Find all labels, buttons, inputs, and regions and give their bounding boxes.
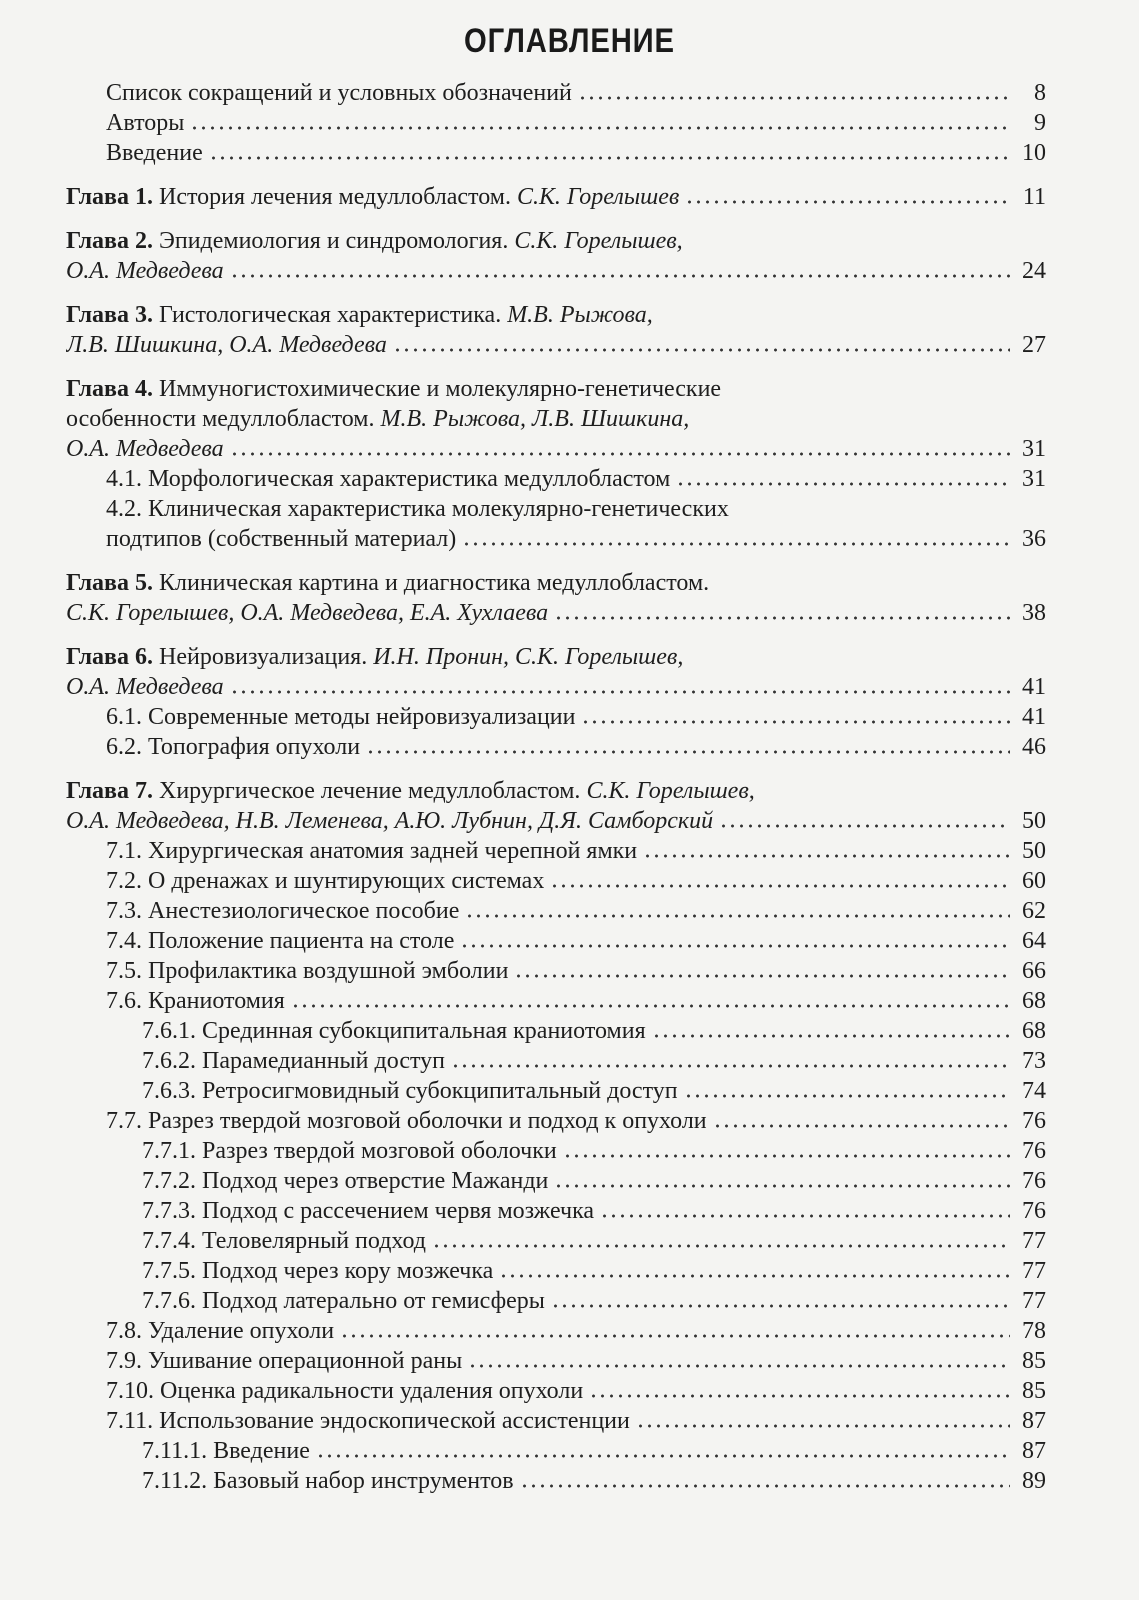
chapter-entry [66,598,1046,628]
chapter-authors: М.В. Рыжова, Л.В. Шишкина, [380,406,690,432]
page-number: 87 [1022,1438,1046,1464]
chapter-authors: С.К. Горелышев, О.А. Медведева, Е.А. Хухлаева [66,600,549,626]
chapter-label: Глава 1. [66,184,153,210]
toc-entry [66,1376,1046,1406]
toc-entry [66,702,1046,732]
page-number: 76 [1022,1108,1046,1134]
chapter-title: Нейровизуализация. [153,644,374,670]
page-number: 60 [1022,868,1046,894]
toc-entry [66,1076,1046,1106]
chapter-label: Глава 3. [66,302,153,328]
toc-entry [66,836,1046,866]
entry-text: 7.6. Краниотомия [106,988,285,1014]
page-number: 76 [1022,1168,1046,1194]
dot-leader [554,616,1010,620]
dot-leader [462,542,1010,546]
dot-leader [230,452,1010,456]
dot-leader [366,750,1010,754]
dot-leader [684,1094,1010,1098]
entry-text: 7.4. Положение пациента на столе [106,928,455,954]
entry-text: Введение [106,140,203,166]
entry-text: 7.6.1. Срединная субокципитальная краниотомия [142,1018,646,1044]
entry-text [66,182,679,212]
dot-leader [551,1304,1010,1308]
chapter-entry-line [66,374,1046,404]
chapter-entry [66,806,1046,836]
toc-entry [66,866,1046,896]
chapter-authors: С.К. Горелышев, [514,228,683,254]
entry-text: 6.1. Современные методы нейровизуализации [106,704,576,730]
dot-leader [719,824,1010,828]
chapter-label: Глава 7. [66,778,153,804]
page-number: 77 [1022,1228,1046,1254]
toc-entry [66,926,1046,956]
chapter-label: Глава 4. [66,376,153,402]
entry-text: 7.7. Разрез твердой мозговой оболочки и подход к опухоли [106,1108,707,1134]
entry-text: подтипов (собственный материал) [106,526,457,552]
dot-leader [432,1244,1010,1248]
entry-text: Авторы [106,110,185,136]
chapter-title: История лечения медуллобластом. [153,184,517,210]
table-of-contents [66,78,1046,1496]
entry-text: 6.2. Топография опухоли [106,734,361,760]
dot-leader [451,1064,1010,1068]
dot-leader [340,1334,1010,1338]
toc-entry [66,1016,1046,1046]
toc-entry [66,1136,1046,1166]
dot-leader [550,884,1010,888]
entry-text: 7.6.3. Ретросигмовидный субокципитальный доступ [142,1078,678,1104]
dot-leader [316,1454,1010,1458]
entry-text: 7.7.5. Подход через кору мозжечка [142,1258,494,1284]
entry-text: 7.2. О дренажах и шунтирующих системах [106,868,545,894]
chapter-authors: С.К. Горелышев [516,184,680,210]
page-number: 66 [1022,958,1046,984]
page-number: 50 [1022,808,1046,834]
chapter-entry-line [66,300,1046,330]
chapter-authors: И.Н. Пронин, С.К. Горелышев, [373,644,684,670]
page-number: 11 [1022,184,1046,210]
dot-leader [230,690,1010,694]
page-title: ОГЛАВЛЕНИЕ [464,22,675,60]
page-number: 85 [1022,1348,1046,1374]
chapter-title: Клиническая картина и диагностика медуллобластом. [153,570,710,596]
dot-leader [578,96,1010,100]
page-number: 31 [1022,466,1046,492]
dot-leader [393,348,1010,352]
entry-text: Список сокращений и условных обозначений [106,80,572,106]
page-number: 85 [1022,1378,1046,1404]
entry-text: 4.1. Морфологическая характеристика медуллобластом [106,466,671,492]
chapter-title: Иммуногистохимические и молекулярно-генетические [153,376,722,402]
page-number: 77 [1022,1258,1046,1284]
chapter-entry [66,330,1046,360]
page-number: 68 [1022,1018,1046,1044]
chapter-label: Глава 2. [66,228,153,254]
entry-text: 7.7.6. Подход латерально от гемисферы [142,1288,545,1314]
toc-entry [66,1166,1046,1196]
toc-entry [66,1196,1046,1226]
page-number: 76 [1022,1198,1046,1224]
chapter-entry [66,434,1046,464]
dot-leader [468,1364,1010,1368]
dot-leader [685,200,1010,204]
page-number: 64 [1022,928,1046,954]
page-number: 77 [1022,1288,1046,1314]
toc-entry [66,1466,1046,1496]
entry-text: 7.10. Оценка радикальности удаления опухоли [106,1378,584,1404]
dot-leader [676,482,1010,486]
page-number: 68 [1022,988,1046,1014]
toc-entry [66,1316,1046,1346]
toc-entry [66,464,1046,494]
chapter-label: Глава 6. [66,644,153,670]
dot-leader [636,1424,1010,1428]
page-number: 38 [1022,600,1046,626]
chapter-authors: О.А. Медведева [66,436,224,462]
chapter-entry [66,182,1046,212]
page-number: 78 [1022,1318,1046,1344]
toc-entry [66,1436,1046,1466]
chapter-authors: О.А. Медведева [66,258,224,284]
dot-leader [465,914,1010,918]
entry-text: 7.11.1. Введение [142,1438,310,1464]
toc-entry [66,1346,1046,1376]
chapter-title: Гистологическая характеристика. [153,302,508,328]
dot-leader [460,944,1010,948]
page-number: 50 [1022,838,1046,864]
page-number: 73 [1022,1048,1046,1074]
chapter-authors: М.В. Рыжова, [507,302,653,328]
page-number: 74 [1022,1078,1046,1104]
page-number: 62 [1022,898,1046,924]
dot-leader [563,1154,1010,1158]
toc-entry [66,108,1046,138]
entry-text: 7.3. Анестезиологическое пособие [106,898,460,924]
entry-text: 7.7.4. Теловелярный подход [142,1228,427,1254]
chapter-title: Хирургическое лечение медуллобластом. [153,778,587,804]
page-number: 41 [1022,704,1046,730]
toc-entry [66,896,1046,926]
dot-leader [600,1214,1010,1218]
dot-leader [520,1484,1010,1488]
page-number: 46 [1022,734,1046,760]
toc-entry [66,1106,1046,1136]
dot-leader [209,156,1010,160]
page-number: 10 [1022,140,1046,166]
entry-text: 7.1. Хирургическая анатомия задней черепной ямки [106,838,638,864]
entry-text: 7.7.1. Разрез твердой мозговой оболочки [142,1138,557,1164]
dot-leader [589,1394,1010,1398]
dot-leader [499,1274,1010,1278]
page-number: 36 [1022,526,1046,552]
chapter-entry-line [66,404,1046,434]
page-number: 89 [1022,1468,1046,1494]
toc-entry [66,732,1046,762]
entry-text: 7.5. Профилактика воздушной эмболии [106,958,509,984]
toc-entry [66,986,1046,1016]
entry-text: 7.7.3. Подход с рассечением червя мозжечка [142,1198,595,1224]
entry-text: 7.9. Ушивание операционной раны [106,1348,463,1374]
toc-entry [66,1286,1046,1316]
entry-text: 7.8. Удаление опухоли [106,1318,335,1344]
toc-entry [66,138,1046,168]
chapter-label: Глава 5. [66,570,153,596]
page-number: 24 [1022,258,1046,284]
dot-leader [643,854,1010,858]
chapter-entry-line [66,776,1046,806]
entry-text: 7.11.2. Базовый набор инструментов [142,1468,514,1494]
entry-text: 7.7.2. Подход через отверстие Мажанди [142,1168,549,1194]
toc-entry [66,524,1046,554]
chapter-entry-line [66,642,1046,672]
chapter-title: особенности медуллобластом. [66,406,381,432]
chapter-authors: О.А. Медведева, Н.В. Леменева, А.Ю. Лубнин, Д.Я. Самборский [66,808,714,834]
entry-text: 7.6.2. Парамедианный доступ [142,1048,445,1074]
dot-leader [230,274,1010,278]
dot-leader [713,1124,1010,1128]
chapter-entry-line [66,568,1046,598]
dot-leader [652,1034,1010,1038]
dot-leader [581,720,1010,724]
page-number: 87 [1022,1408,1046,1434]
toc-entry [66,1226,1046,1256]
page-number: 41 [1022,674,1046,700]
page-number: 76 [1022,1138,1046,1164]
toc-entry [66,1256,1046,1286]
dot-leader [291,1004,1010,1008]
dot-leader [514,974,1010,978]
chapter-authors: С.К. Горелышев, [586,778,755,804]
toc-entry-line: 4.2. Клиническая характеристика молекулярно-генетических [106,496,729,522]
chapter-entry [66,672,1046,702]
page-number: 31 [1022,436,1046,462]
dot-leader [554,1184,1010,1188]
page-number: 27 [1022,332,1046,358]
entry-text: 7.11. Использование эндоскопической ассистенции [106,1408,630,1434]
chapter-authors: О.А. Медведева [66,674,224,700]
chapter-entry-line [66,226,1046,256]
toc-entry [66,1406,1046,1436]
page-number: 8 [1034,80,1046,106]
dot-leader [190,126,1010,130]
toc-entry [66,78,1046,108]
toc-entry [66,1046,1046,1076]
toc-entry [66,956,1046,986]
page-number: 9 [1034,110,1046,136]
chapter-title: Эпидемиология и синдромология. [153,228,515,254]
chapter-authors: Л.В. Шишкина, О.А. Медведева [66,332,387,358]
chapter-entry [66,256,1046,286]
